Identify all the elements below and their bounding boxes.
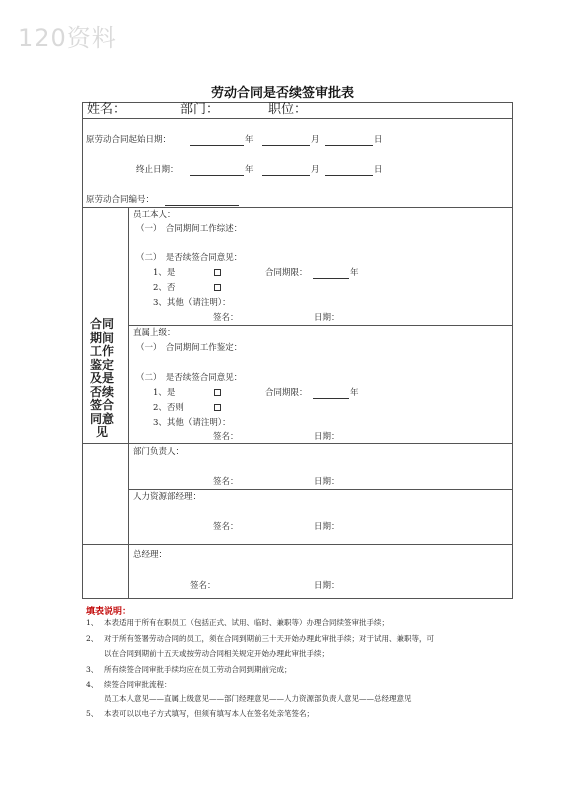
side-label-opinions: 合同期间工作鉴定及是否续签合同意见 bbox=[89, 317, 114, 439]
supervisor-renew-opinion: （二） 是否续签合同意见： bbox=[136, 373, 243, 383]
start-year-unit: 年 bbox=[245, 135, 254, 145]
note-4-flow: 员工本人意见——直属上级意见——部门经理意见——人力资源部负责人意见——总经理意见 bbox=[104, 694, 412, 703]
employee-option-no: 2、否 bbox=[153, 283, 176, 293]
note-4-number: 4、 bbox=[86, 680, 99, 689]
notes-title: 填表说明： bbox=[86, 607, 132, 617]
note-5-number: 5、 bbox=[86, 709, 99, 718]
employee-option-other: 3、其他（请注明）： bbox=[153, 298, 231, 308]
note-1-text: 本表适用于所有在职员工（包括正式、试用、临时、兼职等）办理合同续签审批手续； bbox=[104, 618, 389, 627]
supervisor-heading: 直属上级： bbox=[133, 328, 176, 338]
supervisor-work-appraisal: （一） 合同期间工作鉴定： bbox=[136, 343, 243, 353]
employee-term-label: 合同期限： bbox=[265, 268, 308, 278]
department-label: 部门： bbox=[180, 102, 220, 117]
end-month-field[interactable] bbox=[262, 175, 310, 176]
gm-sign-label: 签名： bbox=[190, 581, 216, 591]
position-label: 职位： bbox=[268, 102, 308, 117]
divider-header bbox=[82, 118, 513, 119]
start-month-unit: 月 bbox=[311, 135, 320, 145]
end-day-unit: 日 bbox=[374, 165, 383, 175]
end-year-unit: 年 bbox=[245, 165, 254, 175]
end-date-label: 终止日期： bbox=[136, 165, 179, 175]
supervisor-term-field[interactable] bbox=[313, 398, 349, 399]
form-title: 劳动合同是否续签审批表 bbox=[210, 86, 354, 101]
dept-head-sign-label: 签名： bbox=[213, 477, 239, 487]
contract-number-label: 原劳动合同编号： bbox=[86, 195, 155, 205]
employee-sign-label: 签名： bbox=[213, 313, 239, 323]
supervisor-sign-label: 签名： bbox=[213, 432, 239, 442]
employee-renew-opinion: （二） 是否续签合同意见： bbox=[136, 253, 243, 263]
contract-number-field[interactable] bbox=[165, 205, 239, 206]
end-year-field[interactable] bbox=[190, 175, 244, 176]
supervisor-option-yes: 1、是 bbox=[153, 388, 176, 398]
note-1-number: 1、 bbox=[86, 618, 99, 627]
supervisor-option-other: 3、其他（请注明）： bbox=[153, 418, 231, 428]
note-2-text-continued: 以在合同到期前十五天或按劳动合同相关规定开始办理此审批手续； bbox=[104, 649, 329, 658]
hr-manager-heading: 人力资源部经理： bbox=[133, 492, 202, 502]
supervisor-term-label: 合同期限： bbox=[265, 388, 308, 398]
start-day-unit: 日 bbox=[374, 135, 383, 145]
hr-manager-date-label: 日期： bbox=[314, 522, 340, 532]
start-date-label: 原劳动合同起始日期： bbox=[86, 135, 172, 145]
dept-head-heading: 部门负责人： bbox=[133, 447, 185, 457]
employee-no-checkbox[interactable] bbox=[214, 284, 221, 291]
supervisor-no-checkbox[interactable] bbox=[214, 404, 221, 411]
start-day-field[interactable] bbox=[325, 145, 373, 146]
employee-work-summary: （一） 合同期间工作综述： bbox=[136, 224, 243, 234]
note-2-text: 对于所有签署劳动合同的员工，须在合同到期前三十天开始办理此审批手续；对于试用、兼职等，可 bbox=[104, 634, 434, 643]
employee-heading: 员工本人： bbox=[133, 210, 176, 220]
gm-heading: 总经理： bbox=[133, 550, 168, 560]
employee-term-field[interactable] bbox=[313, 278, 349, 279]
supervisor-option-no: 2、否则 bbox=[153, 403, 184, 413]
name-label: 姓名： bbox=[87, 102, 127, 117]
employee-option-yes: 1、是 bbox=[153, 268, 176, 278]
employee-yes-checkbox[interactable] bbox=[214, 269, 221, 276]
note-3-text: 所有续签合同审批手续均应在员工劳动合同到期前完成； bbox=[104, 665, 292, 674]
gm-date-label: 日期： bbox=[314, 581, 340, 591]
note-4-text: 续签合同审批流程： bbox=[104, 680, 172, 689]
divider-dept-head bbox=[128, 489, 513, 490]
start-month-field[interactable] bbox=[262, 145, 310, 146]
dept-head-date-label: 日期： bbox=[314, 477, 340, 487]
note-3-number: 3、 bbox=[86, 665, 99, 674]
employee-term-year: 年 bbox=[350, 268, 359, 278]
hr-manager-sign-label: 签名： bbox=[213, 522, 239, 532]
watermark-text: 120资料 bbox=[18, 24, 117, 52]
start-year-field[interactable] bbox=[190, 145, 244, 146]
end-day-field[interactable] bbox=[325, 175, 373, 176]
divider-hr bbox=[82, 544, 513, 545]
end-month-unit: 月 bbox=[311, 165, 320, 175]
note-5-text: 本表可以以电子方式填写，但须有填写本人在签名处亲笔签名； bbox=[104, 709, 314, 718]
divider-contract bbox=[82, 207, 513, 208]
supervisor-yes-checkbox[interactable] bbox=[214, 389, 221, 396]
divider-employee bbox=[128, 325, 513, 326]
note-2-number: 2、 bbox=[86, 634, 99, 643]
employee-date-label: 日期： bbox=[314, 313, 340, 323]
supervisor-term-year: 年 bbox=[350, 388, 359, 398]
divider-opinions bbox=[82, 443, 513, 444]
divider-side-column bbox=[128, 207, 129, 599]
supervisor-date-label: 日期： bbox=[314, 432, 340, 442]
